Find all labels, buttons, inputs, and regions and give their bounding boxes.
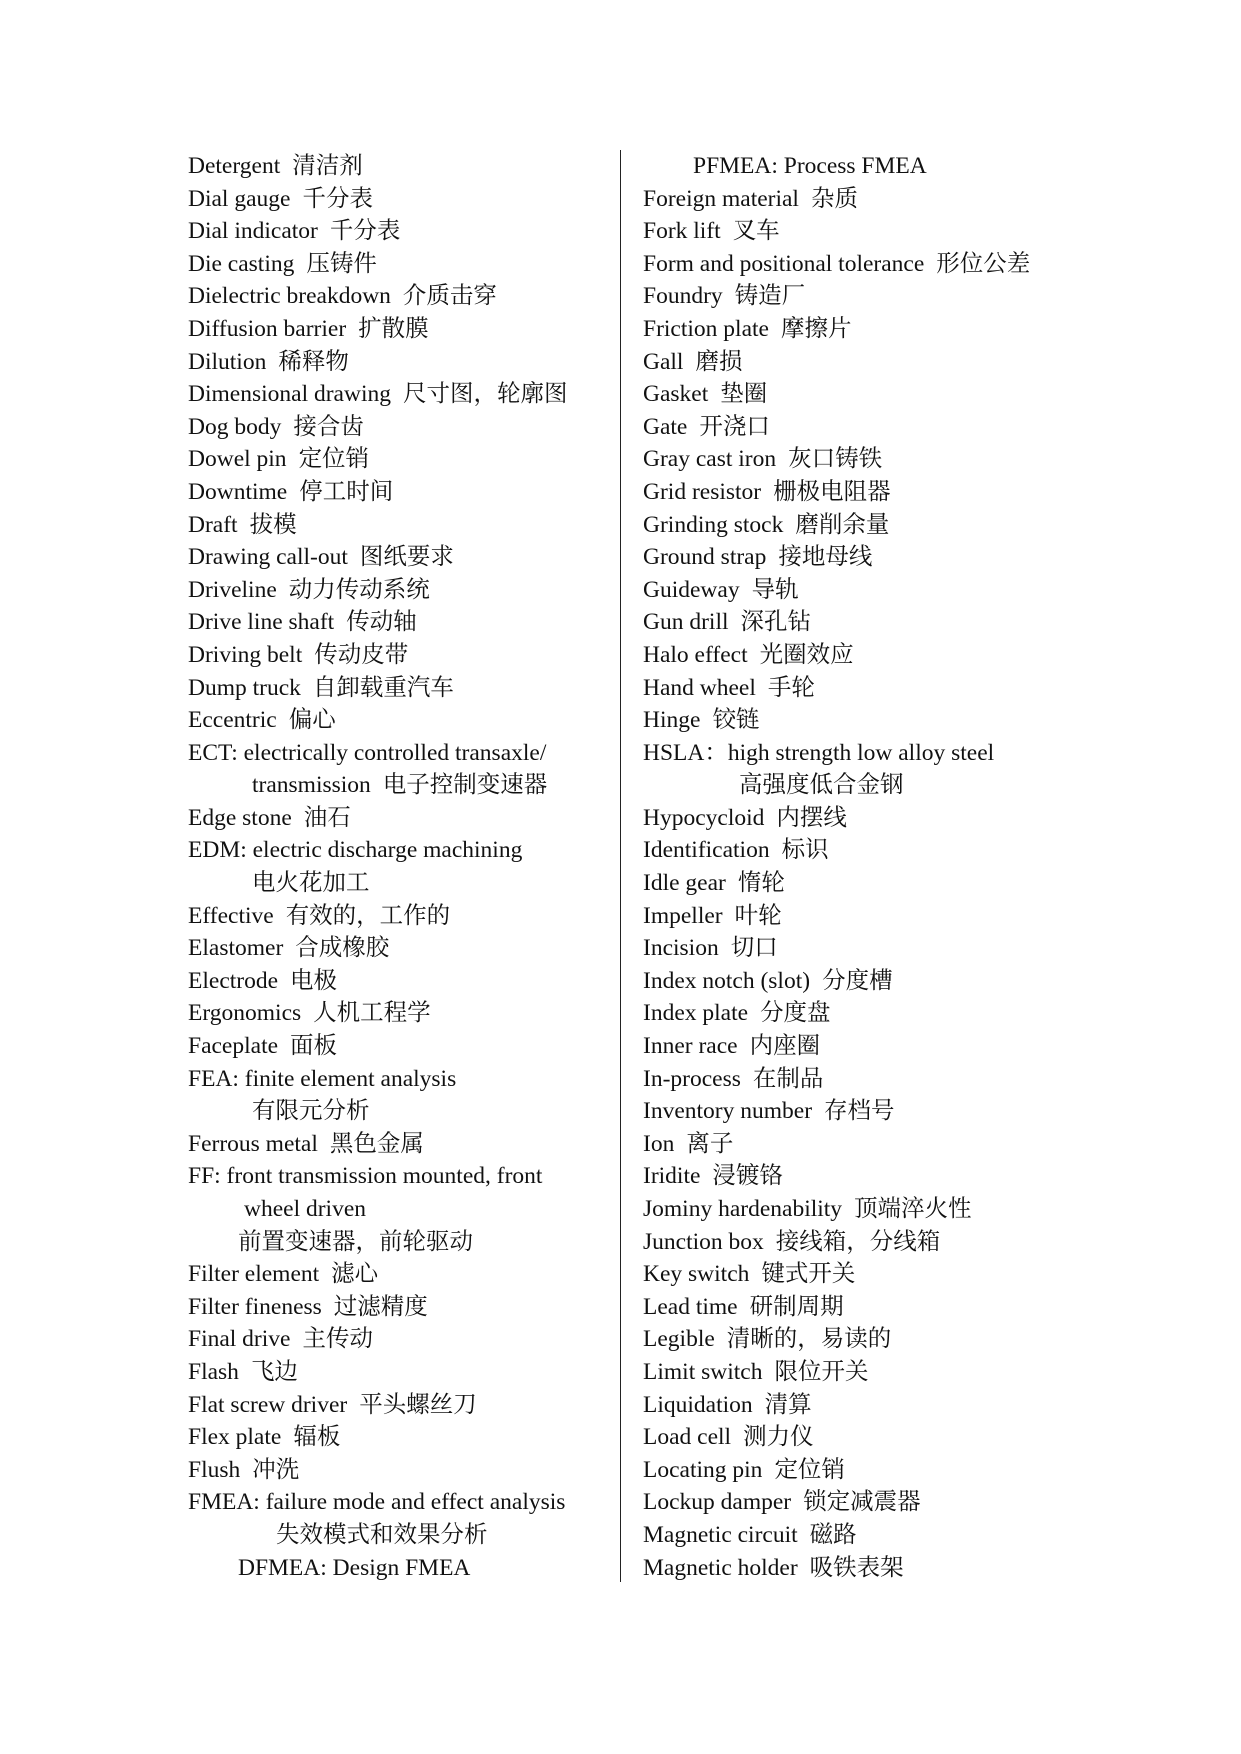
glossary-translation: 停工时间	[299, 478, 394, 505]
glossary-term: Dial indicator	[188, 218, 318, 245]
glossary-term: Dimensional drawing	[188, 381, 391, 408]
glossary-line	[188, 900, 618, 933]
glossary-line	[188, 1519, 618, 1552]
glossary-term: Foreign material	[643, 185, 799, 212]
glossary-translation: 铸造厂	[734, 283, 806, 310]
glossary-term: Drawing call-out	[188, 544, 348, 571]
glossary-line	[643, 965, 1113, 998]
glossary-line	[643, 1454, 1113, 1487]
glossary-line	[188, 704, 618, 737]
glossary-translation: 杂质	[810, 185, 858, 212]
glossary-translation: 人机工程学	[313, 1000, 431, 1027]
glossary-translation: 锁定减震器	[803, 1489, 921, 1516]
glossary-term: Lockup damper	[643, 1489, 792, 1516]
glossary-term: Dowel pin	[188, 446, 287, 473]
glossary-translation: 浸镀铬	[712, 1163, 783, 1190]
glossary-translation: 偏心	[288, 707, 336, 734]
glossary-translation: 冲洗	[252, 1456, 300, 1483]
glossary-term: Die casting	[188, 250, 295, 277]
glossary-term: Flat screw driver	[188, 1391, 348, 1418]
glossary-translation: 压铸件	[306, 250, 377, 277]
glossary-translation: 油石	[303, 804, 351, 831]
glossary-term: Edge stone	[188, 804, 292, 831]
glossary-line	[643, 1226, 1113, 1259]
glossary-line	[188, 1030, 618, 1063]
glossary-term: Friction plate	[643, 315, 769, 342]
glossary-line	[188, 606, 618, 639]
glossary-term: Ferrous metal	[188, 1130, 318, 1157]
glossary-term: Dog body	[188, 413, 282, 440]
glossary-term: Ion	[643, 1130, 675, 1157]
glossary-translation: 惰轮	[737, 870, 785, 897]
glossary-term: Flex plate	[188, 1424, 282, 1451]
glossary-line	[188, 150, 618, 183]
glossary-term: Idle gear	[643, 870, 726, 897]
glossary-line	[643, 1486, 1113, 1519]
glossary-term: Hand wheel	[643, 674, 756, 701]
glossary-translation: 垫圈	[720, 381, 768, 408]
glossary-line	[188, 574, 618, 607]
glossary-term: Faceplate	[188, 1033, 279, 1060]
glossary-line	[643, 313, 1113, 346]
glossary-term: Legible	[643, 1326, 715, 1353]
glossary-translation: 光圈效应	[759, 641, 854, 668]
glossary-term: Final drive	[188, 1326, 291, 1353]
glossary-translation: 分度槽	[822, 967, 893, 994]
glossary-translation: 拔模	[249, 511, 297, 538]
glossary-translation: 键式开关	[761, 1261, 856, 1288]
glossary-translation: 内摆线	[776, 804, 847, 831]
glossary-translation: 灰口铸铁	[788, 446, 883, 473]
glossary-term: Jominy hardenability	[643, 1196, 843, 1222]
glossary-term: Dielectric breakdown	[188, 283, 391, 310]
glossary-translation: 清晰的，易读的	[726, 1326, 892, 1353]
glossary-translation: 自卸载重汽车	[312, 674, 454, 701]
glossary-line	[643, 346, 1113, 379]
glossary-translation: 扩散膜	[358, 315, 429, 342]
glossary-translation: 合成橡胶	[295, 935, 390, 962]
glossary-translation: 切口	[730, 935, 778, 962]
glossary-term: FEA: finite element analysis	[188, 1065, 457, 1092]
glossary-line	[643, 378, 1113, 411]
glossary-translation: 叉车	[732, 218, 780, 245]
glossary-term: transmission	[252, 772, 371, 799]
glossary-translation: 限位开关	[774, 1358, 869, 1385]
glossary-term: Dial gauge	[188, 185, 291, 212]
glossary-line	[188, 1552, 618, 1585]
glossary-line	[188, 509, 618, 542]
glossary-translation: 离子	[686, 1130, 734, 1157]
glossary-translation: 稀释物	[278, 348, 349, 375]
glossary-term: Hinge	[643, 707, 701, 734]
glossary-line	[643, 1128, 1113, 1161]
glossary-line	[188, 1291, 618, 1324]
glossary-line	[643, 672, 1113, 705]
glossary-translation: 传动皮带	[314, 641, 409, 668]
glossary-translation: 存档号	[824, 1098, 895, 1125]
glossary-term: PFMEA: Process FMEA	[693, 153, 927, 179]
glossary-line	[643, 280, 1113, 313]
glossary-translation: 在制品	[752, 1065, 824, 1092]
glossary-term: Impeller	[643, 902, 723, 929]
glossary-line	[643, 411, 1113, 444]
glossary-term: wheel driven	[244, 1196, 367, 1222]
glossary-translation: 千分表	[302, 185, 373, 212]
glossary-line	[643, 1389, 1113, 1422]
glossary-translation: 滤心	[331, 1261, 379, 1288]
column-divider	[620, 150, 621, 1582]
glossary-line	[643, 476, 1113, 509]
glossary-term: Diffusion barrier	[188, 315, 347, 342]
glossary-translation: 主传动	[302, 1326, 373, 1353]
glossary-translation: 标识	[781, 837, 829, 864]
glossary-line	[188, 1128, 618, 1161]
glossary-term: Load cell	[643, 1424, 732, 1451]
glossary-term: Elastomer	[188, 935, 284, 962]
glossary-term: Magnetic circuit	[643, 1521, 798, 1548]
glossary-line	[188, 737, 618, 770]
glossary-line	[643, 900, 1113, 933]
glossary-line	[188, 1095, 618, 1128]
glossary-line	[188, 769, 618, 802]
glossary-translation: 传动轴	[346, 609, 417, 636]
glossary-translation: 栅极电阻器	[773, 478, 891, 505]
glossary-translation: 磁路	[809, 1521, 857, 1548]
glossary-line	[643, 639, 1113, 672]
glossary-translation: 介质击穿	[402, 283, 497, 310]
glossary-term: Inner race	[643, 1033, 738, 1060]
glossary-line	[188, 834, 618, 867]
glossary-translation: 叶轮	[734, 902, 782, 929]
glossary-line	[643, 1258, 1113, 1291]
glossary-line	[188, 1226, 618, 1259]
glossary-line	[643, 150, 1113, 183]
glossary-translation: 内座圈	[749, 1033, 821, 1060]
glossary-line	[188, 313, 618, 346]
glossary-term: Drive line shaft	[188, 609, 335, 636]
glossary-line	[188, 1160, 618, 1193]
glossary-line	[188, 1421, 618, 1454]
glossary-translation: 电火花加工	[252, 870, 370, 897]
glossary-line	[188, 1389, 618, 1422]
glossary-term: Limit switch	[643, 1358, 763, 1385]
glossary-line	[643, 834, 1113, 867]
glossary-line	[643, 183, 1113, 216]
glossary-term: Incision	[643, 935, 719, 962]
glossary-line	[188, 1323, 618, 1356]
left-column	[188, 150, 618, 1584]
glossary-line	[643, 802, 1113, 835]
glossary-term: Ergonomics	[188, 1000, 302, 1027]
glossary-translation: 有限元分析	[252, 1098, 370, 1125]
glossary-term: FF: front transmission mounted, front	[188, 1163, 543, 1190]
glossary-translation: 电极	[290, 967, 338, 994]
glossary-line	[188, 346, 618, 379]
glossary-line	[643, 606, 1113, 639]
glossary-line	[643, 1030, 1113, 1063]
glossary-translation: 手轮	[767, 674, 815, 701]
glossary-term: In-process	[643, 1065, 741, 1092]
glossary-line	[188, 932, 618, 965]
glossary-term: Foundry	[643, 283, 723, 310]
glossary-term: Flush	[188, 1456, 241, 1483]
glossary-line	[188, 280, 618, 313]
glossary-translation: 吸铁表架	[809, 1554, 904, 1581]
glossary-term: Dump truck	[188, 674, 301, 701]
glossary-line	[188, 411, 618, 444]
glossary-translation: 摩擦片	[780, 315, 852, 342]
glossary-translation: 铰链	[712, 707, 760, 734]
glossary-term: Driving belt	[188, 641, 303, 668]
glossary-line	[643, 1063, 1113, 1096]
glossary-term: Index notch (slot)	[643, 967, 811, 994]
glossary-term: Electrode	[188, 967, 279, 994]
right-column	[643, 150, 1113, 1584]
glossary-translation: 失效模式和效果分析	[276, 1521, 488, 1548]
glossary-line	[188, 802, 618, 835]
glossary-term: ECT: electrically controlled transaxle/	[188, 739, 547, 766]
glossary-translation: 电子控制变速器	[382, 772, 548, 799]
glossary-line	[643, 997, 1113, 1030]
glossary-translation: 黑色金属	[329, 1130, 424, 1157]
glossary-line	[643, 443, 1113, 476]
glossary-term: Guideway	[643, 576, 740, 603]
glossary-line	[643, 215, 1113, 248]
glossary-translation: 尺寸图，轮廓图	[402, 381, 568, 408]
glossary-line	[188, 443, 618, 476]
glossary-line	[188, 215, 618, 248]
glossary-term: Ground strap	[643, 544, 767, 571]
glossary-line	[643, 867, 1113, 900]
glossary-line	[188, 1356, 618, 1389]
glossary-line	[643, 541, 1113, 574]
glossary-term: Driveline	[188, 576, 277, 603]
glossary-translation: 定位销	[298, 446, 370, 473]
glossary-translation: 导轨	[751, 576, 799, 603]
glossary-term: HSLA：high strength low alloy steel	[643, 739, 995, 766]
glossary-line	[188, 965, 618, 998]
glossary-term: Junction box	[643, 1228, 764, 1255]
glossary-line	[188, 1486, 618, 1519]
glossary-translation: 有效的，工作的	[285, 902, 451, 929]
glossary-term: Detergent	[188, 153, 281, 179]
glossary-line	[188, 867, 618, 900]
glossary-term: Magnetic holder	[643, 1554, 798, 1581]
glossary-term: Locating pin	[643, 1456, 763, 1483]
glossary-term: Filter element	[188, 1261, 320, 1288]
glossary-translation: 顶端淬火性	[854, 1196, 972, 1222]
glossary-term: Gray cast iron	[643, 446, 777, 473]
glossary-term: Halo effect	[643, 641, 748, 668]
glossary-line	[643, 737, 1113, 770]
glossary-line	[643, 248, 1113, 281]
glossary-translation: 开浇口	[699, 413, 770, 440]
glossary-term: Effective	[188, 902, 274, 929]
glossary-translation: 接合齿	[293, 413, 364, 440]
glossary-translation: 辐板	[293, 1424, 341, 1451]
glossary-translation: 图纸要求	[359, 544, 454, 571]
glossary-term: EDM: electric discharge machining	[188, 837, 523, 864]
glossary-line	[643, 1095, 1113, 1128]
glossary-term: Fork lift	[643, 218, 721, 245]
glossary-term: Identification	[643, 837, 770, 864]
glossary-line	[188, 1454, 618, 1487]
glossary-translation: 清算	[764, 1391, 812, 1418]
glossary-line	[643, 1291, 1113, 1324]
glossary-term: Key switch	[643, 1261, 750, 1288]
glossary-translation: 磨损	[695, 348, 743, 375]
glossary-term: Grid resistor	[643, 478, 762, 505]
glossary-translation: 测力仪	[743, 1424, 814, 1451]
glossary-line	[643, 509, 1113, 542]
glossary-line	[643, 1193, 1113, 1226]
glossary-term: Gall	[643, 348, 684, 375]
glossary-line	[643, 1356, 1113, 1389]
glossary-term: Liquidation	[643, 1391, 753, 1418]
glossary-translation: 千分表	[329, 218, 401, 245]
glossary-line	[188, 378, 618, 411]
glossary-line	[643, 769, 1113, 802]
glossary-line	[643, 932, 1113, 965]
glossary-term: FMEA: failure mode and effect analysis	[188, 1489, 566, 1516]
glossary-translation: 前置变速器，前轮驱动	[238, 1228, 473, 1255]
glossary-term: Filter fineness	[188, 1293, 322, 1320]
glossary-translation: 定位销	[774, 1456, 845, 1483]
glossary-line	[188, 1193, 618, 1226]
glossary-translation: 形位公差	[936, 250, 1031, 277]
glossary-line	[188, 997, 618, 1030]
glossary-line	[643, 704, 1113, 737]
glossary-translation: 深孔钻	[740, 609, 812, 636]
glossary-line	[643, 1421, 1113, 1454]
glossary-translation: 研制周期	[749, 1293, 844, 1320]
glossary-term: Eccentric	[188, 707, 277, 734]
glossary-term: Index plate	[643, 1000, 749, 1027]
glossary-line	[188, 672, 618, 705]
glossary-translation: 高强度低合金钢	[739, 772, 904, 799]
glossary-term: Inventory number	[643, 1098, 813, 1125]
glossary-term: Downtime	[188, 478, 288, 505]
glossary-term: Gasket	[643, 381, 709, 408]
glossary-translation: 面板	[290, 1033, 338, 1060]
glossary-term: Dilution	[188, 348, 267, 375]
glossary-line	[188, 1063, 618, 1096]
glossary-line	[643, 574, 1113, 607]
glossary-translation: 分度盘	[760, 1000, 831, 1027]
glossary-term: DFMEA: Design FMEA	[238, 1554, 471, 1581]
glossary-term: Iridite	[643, 1163, 701, 1190]
glossary-line	[188, 183, 618, 216]
glossary-term: Draft	[188, 511, 238, 538]
glossary-term: Gun drill	[643, 609, 729, 636]
glossary-term: Gate	[643, 413, 688, 440]
glossary-translation: 磨削余量	[795, 511, 890, 538]
glossary-translation: 飞边	[250, 1358, 298, 1385]
glossary-line	[643, 1323, 1113, 1356]
glossary-line	[643, 1160, 1113, 1193]
glossary-translation: 接地母线	[778, 544, 873, 571]
glossary-line	[188, 476, 618, 509]
glossary-term: Flash	[188, 1358, 239, 1385]
glossary-line	[188, 639, 618, 672]
glossary-line	[643, 1552, 1113, 1585]
glossary-term: Form and positional tolerance	[643, 250, 925, 277]
glossary-line	[188, 541, 618, 574]
glossary-translation: 接线箱，分线箱	[775, 1228, 941, 1255]
glossary-line	[188, 1258, 618, 1291]
glossary-translation: 过滤精度	[333, 1293, 428, 1320]
glossary-translation: 动力传动系统	[288, 576, 430, 603]
glossary-term: Lead time	[643, 1293, 738, 1320]
glossary-line	[188, 248, 618, 281]
glossary-term: Grinding stock	[643, 511, 784, 538]
glossary-line	[643, 1519, 1113, 1552]
glossary-translation: 平头螺丝刀	[359, 1391, 477, 1418]
glossary-term: Hypocycloid	[643, 804, 765, 831]
glossary-translation: 清洁剂	[292, 153, 363, 179]
